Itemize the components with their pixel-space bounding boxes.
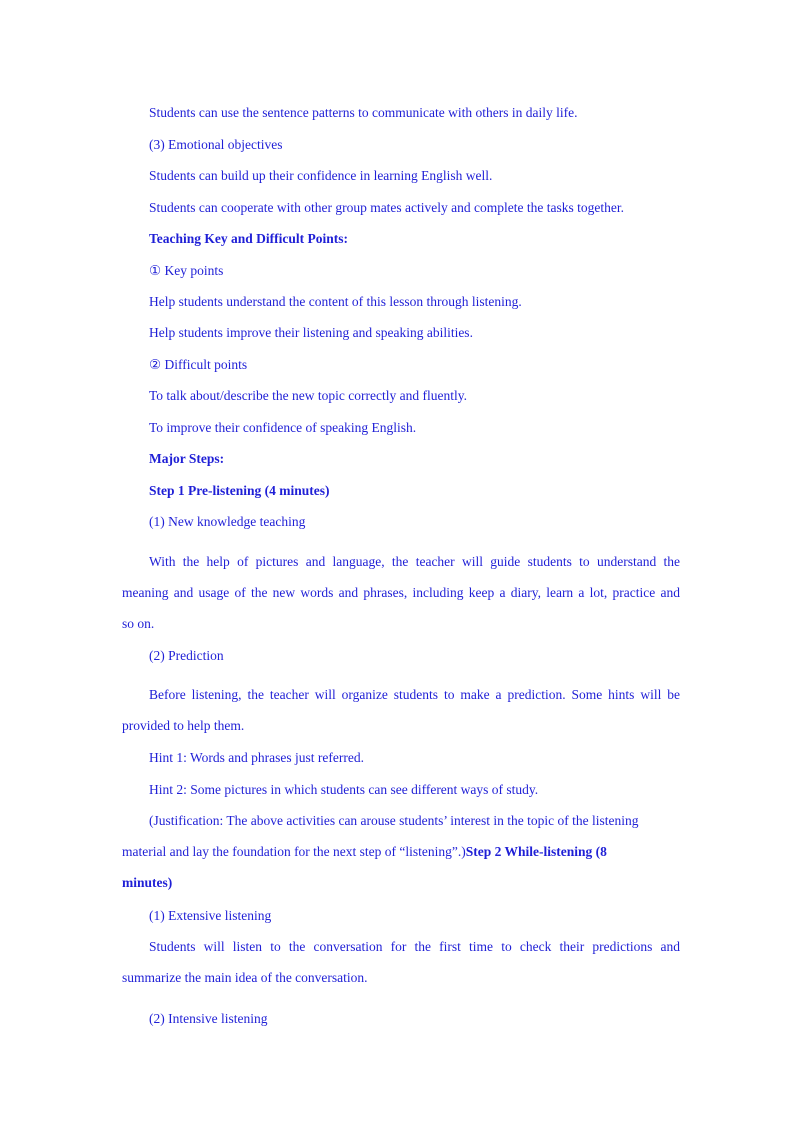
paragraph-new-words	[122, 554, 680, 632]
text-line-improve-confidence: To improve their confidence of speaking English.	[149, 420, 417, 435]
text-line-talk-about: To talk about/describe the new topic correctly and fluently.	[149, 388, 467, 403]
text-line-confidence: Students can build up their confidence in learning English well.	[149, 168, 493, 183]
paragraph-line: With the help of pictures and language, the teacher will guide students to understand the	[149, 554, 680, 569]
heading-key-points: ① Key points	[149, 263, 224, 278]
heading-emotional-objectives: (3) Emotional objectives	[149, 137, 283, 152]
heading-step-1: Step 1 Pre-listening (4 minutes)	[149, 483, 330, 498]
justification-text: material and lay the foundation for the next step of “listening”.)	[122, 844, 466, 859]
paragraph-extensive	[122, 939, 680, 986]
text-line-hint-1: Hint 1: Words and phrases just referred.	[149, 750, 364, 765]
text-line-understand-content: Help students understand the content of this lesson through listening.	[149, 294, 522, 309]
paragraph-line: so on.	[122, 616, 155, 631]
paragraph-line: Before listening, the teacher will organize students to make a prediction. Some hints will be	[149, 687, 680, 702]
heading-key-difficult-points: Teaching Key and Difficult Points:	[149, 231, 349, 246]
paragraph-line: summarize the main idea of the conversation.	[122, 970, 368, 985]
heading-new-knowledge: (1) New knowledge teaching	[149, 514, 306, 529]
heading-extensive-listening: (1) Extensive listening	[149, 908, 272, 923]
heading-step-2-continued: minutes)	[122, 875, 173, 890]
heading-difficult-points: ② Difficult points	[149, 357, 248, 372]
text-line-cooperate: Students can cooperate with other group mates actively and complete the tasks together.	[149, 200, 624, 215]
heading-step-2: Step 2 While-listening (8	[465, 844, 607, 859]
heading-prediction: (2) Prediction	[149, 648, 224, 663]
paragraph-prediction	[122, 687, 680, 734]
paragraph-line: (Justification: The above activities can arouse students’ interest in the topic of the listening	[149, 813, 639, 828]
paragraph-line	[122, 844, 680, 860]
paragraph-line: meaning and usage of the new words and phrases, including keep a diary, learn a lot, practice and	[122, 585, 680, 600]
heading-intensive-listening: (2) Intensive listening	[149, 1011, 268, 1026]
text-line-communicate: Students can use the sentence patterns to communicate with others in daily life.	[149, 105, 578, 120]
paragraph-justification	[122, 813, 680, 891]
text-line-improve-abilities: Help students improve their listening and speaking abilities.	[149, 325, 473, 340]
paragraph-line: Students will listen to the conversation for the first time to check their predictions and	[149, 939, 680, 954]
paragraph-line: provided to help them.	[122, 718, 245, 733]
heading-major-steps: Major Steps:	[149, 451, 225, 466]
text-line-hint-2: Hint 2: Some pictures in which students can see different ways of study.	[149, 782, 539, 797]
